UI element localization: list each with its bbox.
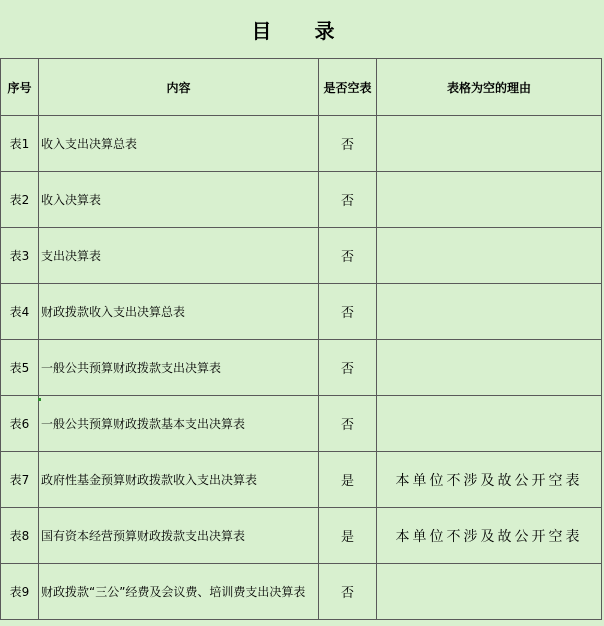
- cell-reason: 本单位不涉及故公开空表: [377, 452, 602, 508]
- cell-is-empty: 否: [319, 284, 377, 340]
- cell-reason: 本单位不涉及故公开空表: [377, 508, 602, 564]
- cell-no: 表5: [1, 340, 39, 396]
- cell-is-empty: 否: [319, 340, 377, 396]
- cell-content: 国有资本经营预算财政拨款支出决算表: [39, 508, 319, 564]
- table-row: [1, 228, 602, 284]
- cell-content: 一般公共预算财政拨款基本支出决算表: [39, 396, 319, 452]
- cell-content: 收入支出决算总表: [39, 116, 319, 172]
- cell-is-empty: 否: [319, 228, 377, 284]
- cell-reason: [377, 284, 602, 340]
- cell-no: 表9: [1, 564, 39, 620]
- cell-is-empty: 否: [319, 564, 377, 620]
- cell-no: 表8: [1, 508, 39, 564]
- cell-is-empty: 否: [319, 396, 377, 452]
- table-row: [1, 172, 602, 228]
- cell-is-empty: 是: [319, 508, 377, 564]
- table-header-row: [1, 59, 602, 116]
- cell-no: 表1: [1, 116, 39, 172]
- cell-content: 财政拨款收入支出决算总表: [39, 284, 319, 340]
- cell-no: 表6: [1, 396, 39, 452]
- table-row: [1, 116, 602, 172]
- cell-no: 表7: [1, 452, 39, 508]
- header-no: 序号: [1, 59, 39, 116]
- cell-content: 财政拨款“三公”经费及会议费、培训费支出决算表: [39, 564, 319, 620]
- cell-content: 一般公共预算财政拨款支出决算表: [39, 340, 319, 396]
- table-row: [1, 340, 602, 396]
- cell-is-empty: 否: [319, 172, 377, 228]
- cell-comment-indicator: [38, 398, 41, 401]
- cell-reason: [377, 396, 602, 452]
- table-row: [1, 284, 602, 340]
- cell-is-empty: 是: [319, 452, 377, 508]
- cell-is-empty: 否: [319, 116, 377, 172]
- cell-reason: [377, 172, 602, 228]
- table-row: [1, 564, 602, 620]
- cell-reason: [377, 340, 602, 396]
- cell-content: 支出决算表: [39, 228, 319, 284]
- cell-no: 表2: [1, 172, 39, 228]
- page-title: 目 录: [251, 18, 353, 43]
- header-content: 内容: [39, 59, 319, 116]
- cell-reason: [377, 116, 602, 172]
- contents-table: [0, 58, 602, 620]
- cell-content: 政府性基金预算财政拨款收入支出决算表: [39, 452, 319, 508]
- cell-content: 收入决算表: [39, 172, 319, 228]
- cell-reason: [377, 564, 602, 620]
- table-row: [1, 452, 602, 508]
- cell-reason: [377, 228, 602, 284]
- header-is-empty: 是否空表: [319, 59, 377, 116]
- cell-no: 表4: [1, 284, 39, 340]
- table-row: [1, 396, 602, 452]
- cell-no: 表3: [1, 228, 39, 284]
- table-row: [1, 508, 602, 564]
- header-reason: 表格为空的理由: [377, 59, 602, 116]
